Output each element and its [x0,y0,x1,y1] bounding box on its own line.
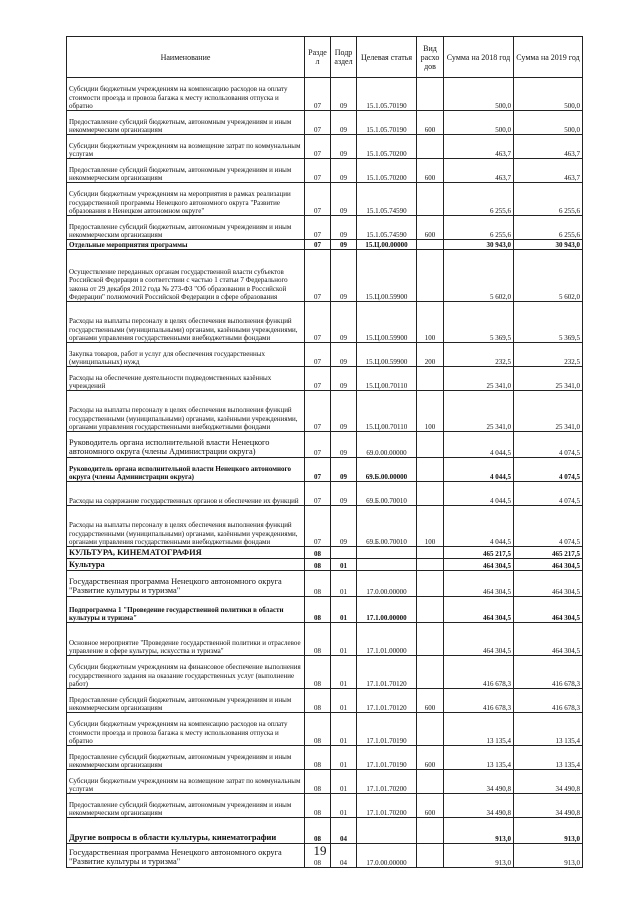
row-vid-cell: 600 [417,216,444,240]
table-row [67,111,583,135]
budget-table [66,36,583,868]
row-celevaya-cell: 15.1.05.74590 [357,216,417,240]
row-vid-cell [417,597,444,623]
row-podrazdel-cell: 09 [331,432,357,458]
row-sum-2018-cell: 25 341,0 [444,367,514,391]
row-podrazdel-cell: 09 [331,391,357,432]
row-sum-2018-cell: 232,5 [444,343,514,367]
row-sum-2019-cell: 463,7 [514,159,583,183]
row-celevaya-cell: 15.Ц.00.70110 [357,367,417,391]
row-vid-cell [417,818,444,844]
table-row [67,713,583,746]
row-celevaya-cell: 17.1.01.70200 [357,770,417,794]
row-razdel-cell: 07 [305,183,331,216]
table-row [67,597,583,623]
row-vid-cell [417,623,444,656]
row-razdel-cell: 07 [305,111,331,135]
row-sum-2019-cell: 25 341,0 [514,391,583,432]
row-razdel-cell: 08 [305,597,331,623]
row-sum-2018-cell: 464 304,5 [444,571,514,597]
row-vid-cell: 600 [417,159,444,183]
row-name-cell: КУЛЬТУРА, КИНЕМАТОГРАФИЯ [67,547,305,559]
row-sum-2019-cell: 34 490,8 [514,794,583,818]
row-sum-2019-cell: 464 304,5 [514,559,583,571]
row-sum-2018-cell: 464 304,5 [444,623,514,656]
row-vid-cell: 600 [417,794,444,818]
row-podrazdel-cell: 09 [331,216,357,240]
row-sum-2018-cell: 500,0 [444,78,514,111]
row-sum-2019-cell: 464 304,5 [514,597,583,623]
row-razdel-cell: 08 [305,818,331,844]
row-razdel-cell: 07 [305,240,331,250]
row-celevaya-cell: 15.Ц.00.70110 [357,391,417,432]
row-sum-2019-cell: 913,0 [514,818,583,844]
row-razdel-cell: 07 [305,458,331,482]
row-sum-2019-cell: 5 369,5 [514,302,583,343]
row-name-cell: Субсидии бюджетным учреждениям на возмещение затрат по коммунальным услугам [67,135,305,159]
row-podrazdel-cell: 09 [331,111,357,135]
row-podrazdel-cell: 01 [331,689,357,713]
row-razdel-cell: 07 [305,78,331,111]
row-celevaya-cell [357,559,417,571]
row-razdel-cell: 08 [305,571,331,597]
table-row [67,482,583,506]
row-sum-2018-cell: 13 135,4 [444,746,514,770]
table-row [67,689,583,713]
row-vid-cell [417,547,444,559]
row-podrazdel-cell: 01 [331,656,357,689]
row-celevaya-cell [357,547,417,559]
row-celevaya-cell: 15.Ц.00.59900 [357,250,417,302]
row-sum-2018-cell: 6 255,6 [444,183,514,216]
row-celevaya-cell: 15.1.05.74590 [357,183,417,216]
row-razdel-cell: 08 [305,794,331,818]
row-podrazdel-cell: 04 [331,818,357,844]
row-sum-2019-cell: 416 678,3 [514,656,583,689]
row-razdel-cell: 07 [305,216,331,240]
row-celevaya-cell [357,818,417,844]
row-razdel-cell: 07 [305,482,331,506]
row-celevaya-cell: 15.1.05.70190 [357,78,417,111]
row-razdel-cell: 08 [305,623,331,656]
row-name-cell: Государственная программа Ненецкого автономного округа "Развитие культуры и туризма" [67,844,305,868]
row-sum-2019-cell: 13 135,4 [514,713,583,746]
header-vid-raskhodov: Вид расхо дов [417,37,444,78]
row-name-cell: Субсидии бюджетным учреждениям на мероприятия в рамках реализации государственной программы Ненецкого автономного округа "Развитие образования в Ненецком автономном округе" [67,183,305,216]
row-name-cell: Субсидии бюджетным учреждениям на возмещение затрат по коммунальным услугам [67,770,305,794]
row-podrazdel-cell: 09 [331,183,357,216]
row-sum-2018-cell: 416 678,3 [444,656,514,689]
row-name-cell: Культура [67,559,305,571]
row-vid-cell [417,770,444,794]
row-razdel-cell: 08 [305,746,331,770]
row-celevaya-cell: 17.0.00.00000 [357,844,417,868]
row-vid-cell: 100 [417,506,444,547]
table-row [67,343,583,367]
row-celevaya-cell: 17.1.01.70190 [357,713,417,746]
row-name-cell: Подпрограмма 1 "Проведение государственной политики в области культуры и туризма" [67,597,305,623]
row-sum-2019-cell: 913,0 [514,844,583,868]
table-row [67,623,583,656]
row-name-cell: Другие вопросы в области культуры, кинематографии [67,818,305,844]
table-row [67,571,583,597]
row-sum-2019-cell: 25 341,0 [514,367,583,391]
row-sum-2019-cell: 465 217,5 [514,547,583,559]
row-podrazdel-cell: 09 [331,78,357,111]
row-sum-2018-cell: 913,0 [444,844,514,868]
row-sum-2018-cell: 913,0 [444,818,514,844]
row-name-cell: Государственная программа Ненецкого автономного округа "Развитие культуры и туризма" [67,571,305,597]
row-sum-2018-cell: 25 341,0 [444,391,514,432]
row-sum-2019-cell: 4 074,5 [514,506,583,547]
header-sum-2019: Сумма на 2019 год [514,37,583,78]
table-row [67,506,583,547]
row-celevaya-cell: 15.Ц.00.00000 [357,240,417,250]
row-name-cell: Руководитель органа исполнительной власти Ненецкого автономного округа (члены Администрации округа) [67,458,305,482]
row-name-cell: Основное мероприятие "Проведение государственной политики и отраслевое управление в сфере культуры, искусства и туризма" [67,623,305,656]
row-razdel-cell: 07 [305,159,331,183]
table-row [67,770,583,794]
row-podrazdel-cell: 09 [331,343,357,367]
row-podrazdel-cell: 09 [331,135,357,159]
row-razdel-cell: 07 [305,250,331,302]
row-razdel-cell: 08 [305,547,331,559]
row-razdel-cell: 08 [305,689,331,713]
row-celevaya-cell: 69.Б.00.70010 [357,482,417,506]
row-podrazdel-cell: 01 [331,597,357,623]
header-name: Наименование [67,37,305,78]
row-celevaya-cell: 69.Б.00.70010 [357,506,417,547]
row-sum-2018-cell: 463,7 [444,135,514,159]
row-name-cell: Расходы на содержание государственных органов и обеспечение их функций [67,482,305,506]
row-sum-2018-cell: 34 490,8 [444,770,514,794]
row-name-cell: Расходы на обеспечение деятельности подведомственных казённых учреждений [67,367,305,391]
row-vid-cell [417,367,444,391]
row-razdel-cell: 07 [305,367,331,391]
row-name-cell: Отдельные мероприятия программы [67,240,305,250]
budget-document-page [66,36,582,868]
row-name-cell: Закупка товаров, работ и услуг для обеспечения государственных (муниципальных) нужд [67,343,305,367]
row-name-cell: Расходы на выплаты персоналу в целях обеспечения выполнения функций государственными (муниципальными) органами, казёнными учреждениями, органами управления государственными внебюджетными фондами [67,391,305,432]
row-podrazdel-cell: 09 [331,302,357,343]
row-sum-2019-cell: 13 135,4 [514,746,583,770]
table-row [67,547,583,559]
row-sum-2019-cell: 500,0 [514,111,583,135]
row-razdel-cell: 07 [305,302,331,343]
row-sum-2019-cell: 463,7 [514,135,583,159]
row-sum-2018-cell: 5 602,0 [444,250,514,302]
row-podrazdel-cell [331,547,357,559]
row-razdel-cell: 08 [305,559,331,571]
row-razdel-cell: 07 [305,343,331,367]
row-celevaya-cell: 17.1.01.70200 [357,794,417,818]
row-sum-2018-cell: 464 304,5 [444,597,514,623]
row-celevaya-cell: 15.1.05.70200 [357,135,417,159]
row-name-cell: Расходы на выплаты персоналу в целях обеспечения выполнения функций государственными (муниципальными) органами, казёнными учреждениями, органами управления государственными внебюджетными фондами [67,302,305,343]
row-celevaya-cell: 15.1.05.70190 [357,111,417,135]
row-vid-cell [417,656,444,689]
row-celevaya-cell: 69.0.00.00000 [357,432,417,458]
row-sum-2019-cell: 4 074,5 [514,458,583,482]
table-row [67,302,583,343]
row-podrazdel-cell: 01 [331,623,357,656]
row-name-cell: Предоставление субсидий бюджетным, автономным учреждениям и иным некоммерческим организациям [67,746,305,770]
row-razdel-cell: 08 [305,844,331,868]
table-row [67,818,583,844]
row-podrazdel-cell: 09 [331,506,357,547]
table-row [67,216,583,240]
row-razdel-cell: 07 [305,135,331,159]
row-celevaya-cell: 17.1.00.00000 [357,597,417,623]
row-sum-2018-cell: 6 255,6 [444,216,514,240]
row-vid-cell: 200 [417,343,444,367]
row-podrazdel-cell: 09 [331,482,357,506]
row-vid-cell [417,432,444,458]
row-podrazdel-cell: 01 [331,713,357,746]
header-sum-2018: Сумма на 2018 год [444,37,514,78]
row-name-cell: Руководитель органа исполнительной власти Ненецкого автономного округа (члены Администрации округа) [67,432,305,458]
row-name-cell: Расходы на выплаты персоналу в целях обеспечения выполнения функций государственными (муниципальными) органами, казёнными учреждениями, органами управления государственными внебюджетными фондами [67,506,305,547]
row-vid-cell: 100 [417,302,444,343]
row-sum-2018-cell: 464 304,5 [444,559,514,571]
table-row [67,432,583,458]
row-name-cell: Субсидии бюджетным учреждениям на компенсацию расходов на оплату стоимости проезда и провоза багажа к месту использования отпуска и обратно [67,78,305,111]
row-sum-2018-cell: 13 135,4 [444,713,514,746]
row-vid-cell [417,559,444,571]
row-razdel-cell: 08 [305,713,331,746]
row-podrazdel-cell: 01 [331,746,357,770]
row-sum-2019-cell: 464 304,5 [514,571,583,597]
row-name-cell: Предоставление субсидий бюджетным, автономным учреждениям и иным некоммерческим организациям [67,216,305,240]
row-sum-2018-cell: 30 943,0 [444,240,514,250]
row-razdel-cell: 07 [305,432,331,458]
row-podrazdel-cell: 09 [331,367,357,391]
row-podrazdel-cell: 04 [331,844,357,868]
row-sum-2019-cell: 6 255,6 [514,216,583,240]
row-razdel-cell: 08 [305,770,331,794]
row-sum-2019-cell: 4 074,5 [514,482,583,506]
row-sum-2019-cell: 500,0 [514,78,583,111]
row-vid-cell: 600 [417,746,444,770]
row-vid-cell [417,713,444,746]
row-vid-cell [417,78,444,111]
row-celevaya-cell: 17.1.01.00000 [357,623,417,656]
header-razdel: Разде л [305,37,331,78]
row-celevaya-cell: 15.Ц.00.59900 [357,343,417,367]
row-sum-2019-cell: 232,5 [514,343,583,367]
row-celevaya-cell: 17.1.01.70190 [357,746,417,770]
table-row [67,78,583,111]
row-podrazdel-cell: 09 [331,159,357,183]
row-sum-2018-cell: 465 217,5 [444,547,514,559]
row-celevaya-cell: 15.Ц.00.59900 [357,302,417,343]
row-sum-2018-cell: 4 044,5 [444,458,514,482]
row-name-cell: Предоставление субсидий бюджетным, автономным учреждениям и иным некоммерческим организациям [67,689,305,713]
row-sum-2018-cell: 4 044,5 [444,506,514,547]
table-row [67,794,583,818]
row-sum-2018-cell: 4 044,5 [444,432,514,458]
row-sum-2018-cell: 5 369,5 [444,302,514,343]
row-sum-2019-cell: 416 678,3 [514,689,583,713]
row-vid-cell [417,250,444,302]
row-vid-cell: 600 [417,111,444,135]
table-row [67,458,583,482]
row-vid-cell: 100 [417,391,444,432]
row-podrazdel-cell: 01 [331,770,357,794]
table-row [67,367,583,391]
row-sum-2019-cell: 34 490,8 [514,770,583,794]
table-row [67,746,583,770]
row-vid-cell [417,482,444,506]
table-row [67,250,583,302]
row-celevaya-cell: 17.1.01.70120 [357,656,417,689]
row-vid-cell [417,183,444,216]
row-sum-2019-cell: 4 074,5 [514,432,583,458]
row-name-cell: Субсидии бюджетным учреждениям на компенсацию расходов на оплату стоимости проезда и провоза багажа к месту использования отпуска и обратно [67,713,305,746]
row-podrazdel-cell: 01 [331,571,357,597]
row-vid-cell: 600 [417,689,444,713]
row-sum-2018-cell: 416 678,3 [444,689,514,713]
row-name-cell: Предоставление субсидий бюджетным, автономным учреждениям и иным некоммерческим организациям [67,159,305,183]
table-row [67,656,583,689]
row-razdel-cell: 08 [305,656,331,689]
table-row [67,559,583,571]
row-celevaya-cell: 15.1.05.70200 [357,159,417,183]
row-razdel-cell: 07 [305,391,331,432]
row-podrazdel-cell: 01 [331,559,357,571]
header-celevaya-statya: Целевая статья [357,37,417,78]
row-celevaya-cell: 17.1.01.70120 [357,689,417,713]
table-header-row [67,37,583,78]
row-razdel-cell: 07 [305,506,331,547]
table-row [67,135,583,159]
table-row [67,240,583,250]
row-name-cell: Субсидии бюджетным учреждениям на финансовое обеспечение выполнения государственного задания на оказание государственных услуг (выполнение работ) [67,656,305,689]
row-sum-2018-cell: 4 044,5 [444,482,514,506]
row-sum-2019-cell: 6 255,6 [514,183,583,216]
row-celevaya-cell: 69.Б.00.00000 [357,458,417,482]
row-vid-cell [417,240,444,250]
table-row [67,183,583,216]
row-name-cell: Предоставление субсидий бюджетным, автономным учреждениям и иным некоммерческим организациям [67,794,305,818]
table-row [67,159,583,183]
row-sum-2018-cell: 500,0 [444,111,514,135]
row-name-cell: Осуществление переданных органам государственной власти субъектов Российской Федерации в соответствии с частью 1 статьи 7 Федерального закона от 29 декабря 2012 года № 273-ФЗ "Об образовании в Российской Федерации" полномочий Российской Федерации в сфере образования [67,250,305,302]
table-body [67,78,583,868]
row-sum-2019-cell: 464 304,5 [514,623,583,656]
row-celevaya-cell: 17.0.00.00000 [357,571,417,597]
row-sum-2019-cell: 5 602,0 [514,250,583,302]
row-vid-cell [417,571,444,597]
page-number: 19 [313,843,327,858]
row-podrazdel-cell: 09 [331,240,357,250]
row-vid-cell [417,135,444,159]
row-vid-cell [417,458,444,482]
row-name-cell: Предоставление субсидий бюджетным, автономным учреждениям и иным некоммерческим организациям [67,111,305,135]
row-sum-2018-cell: 34 490,8 [444,794,514,818]
row-podrazdel-cell: 09 [331,250,357,302]
row-podrazdel-cell: 01 [331,794,357,818]
header-podrazdel: Подр аздел [331,37,357,78]
row-sum-2018-cell: 463,7 [444,159,514,183]
row-sum-2019-cell: 30 943,0 [514,240,583,250]
row-podrazdel-cell: 09 [331,458,357,482]
table-row [67,391,583,432]
